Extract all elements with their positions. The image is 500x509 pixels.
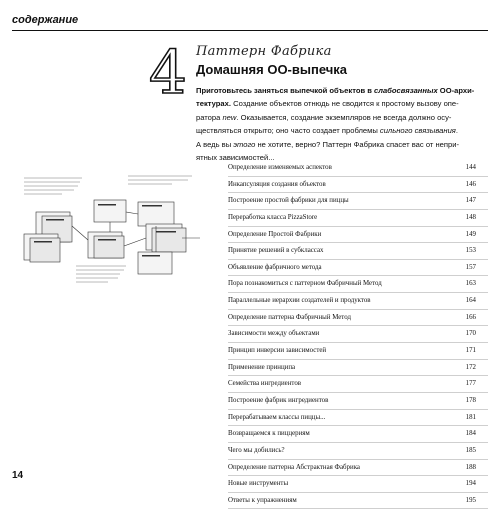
toc-entry-title: Определение паттерна Фабричный Метод (228, 313, 351, 321)
note-scribble-top-middle (128, 176, 192, 184)
toc-entry[interactable] (228, 460, 488, 477)
class-diagram-illustration (22, 174, 214, 286)
toc-entry-page: 195 (465, 496, 476, 504)
table-of-contents (228, 160, 488, 509)
chapter-intro (196, 84, 486, 164)
toc-entry[interactable] (228, 193, 488, 210)
toc-entry[interactable] (228, 177, 488, 194)
toc-entry-title: Инкапсуляция создания объектов (228, 180, 326, 188)
intro-line-2: тектурах. Создание объектов отнюдь не сводится к простому вызову опе- (196, 99, 459, 109)
header-divider (12, 30, 488, 31)
intro-line-6: ятных зависимостей... (196, 153, 275, 163)
toc-entry-page: 149 (465, 230, 476, 238)
toc-entry-title: Построение фабрик ингредиентов (228, 396, 329, 404)
toc-entry[interactable] (228, 326, 488, 343)
toc-entry-title: Применение принципа (228, 363, 296, 371)
toc-entry[interactable] (228, 476, 488, 493)
toc-entry-page: 164 (465, 297, 476, 305)
toc-entry[interactable] (228, 276, 488, 293)
toc-entry-title: Семейства ингредиентов (228, 380, 302, 388)
toc-entry-title: Перерабатываем классы пиццы... (228, 413, 326, 421)
toc-entry-page: 194 (465, 480, 476, 488)
toc-entry-title: Новые инструменты (228, 480, 289, 488)
toc-entry-page: 181 (465, 413, 476, 421)
chapter-number: 4 (148, 38, 188, 108)
toc-entry[interactable] (228, 227, 488, 244)
intro-line-4: ществляться открыто; оно часто создает проблемы сильного связывания. (196, 126, 458, 136)
toc-entry-page: 177 (465, 380, 476, 388)
toc-entry-page: 153 (465, 247, 476, 255)
toc-entry-title: Чего мы добились? (228, 446, 285, 454)
toc-entry-page: 188 (465, 463, 476, 471)
section-label: содержание (12, 14, 79, 26)
toc-entry-page: 170 (465, 330, 476, 338)
toc-entry-page: 144 (465, 164, 476, 171)
toc-entry-title: Определение изменяемых аспектов (228, 164, 332, 171)
toc-entry-page: 163 (465, 280, 476, 288)
page-number: 14 (12, 470, 24, 481)
toc-entry[interactable] (228, 443, 488, 460)
toc-entry-page: 185 (465, 446, 476, 454)
toc-entry-page: 171 (465, 347, 476, 355)
middle-class-boxes (88, 200, 126, 258)
toc-entry-page: 184 (465, 430, 476, 438)
toc-entry[interactable] (228, 376, 488, 393)
toc-entry[interactable] (228, 426, 488, 443)
toc-entry[interactable] (228, 310, 488, 327)
intro-line-5: А ведь вы этого не хотите, верно? Паттерн Фабрика спасет вас от непри- (196, 139, 459, 149)
toc-entry[interactable] (228, 260, 488, 277)
intro-line-3: ратора new. Оказывается, создание экземпляров не всегда должно осу- (196, 112, 452, 122)
toc-entry[interactable] (228, 393, 488, 410)
intro-line-1: Приготовьтесь заняться выпечкой объектов в слабосвязанных ОО-архи- (196, 86, 475, 95)
toc-entry-title: Зависимости между объектами (228, 330, 320, 338)
toc-entry-title: Объявление фабричного метода (228, 263, 322, 271)
note-scribble-top-left (24, 178, 82, 194)
chapter-title: Домашняя ОО-выпечка (196, 62, 348, 77)
toc-entry-title: Возвращаемся к пиццериям (228, 430, 310, 438)
toc-entry[interactable] (228, 160, 488, 177)
toc-entry-title: Переработка класса PizzaStore (228, 213, 318, 221)
toc-entry-page: 148 (465, 213, 476, 221)
toc-entry-page: 166 (465, 313, 476, 321)
toc-entry[interactable] (228, 410, 488, 427)
toc-entry-title: Определение Простой Фабрики (228, 230, 322, 238)
toc-entry-title: Принятие решений в субклассах (228, 247, 324, 255)
toc-entry-page: 172 (465, 363, 476, 371)
toc-entry-page: 178 (465, 396, 476, 404)
toc-entry[interactable] (228, 210, 488, 227)
toc-entry-page: 146 (465, 180, 476, 188)
note-scribble-bottom (76, 266, 126, 282)
toc-entry-title: Ответы к упражнениям (228, 496, 297, 504)
toc-entry-title: Пора познакомиться с паттерном Фабричный Метод (228, 280, 382, 288)
toc-entry[interactable] (228, 360, 488, 377)
toc-entry-title: Определение паттерна Абстрактная Фабрика (228, 463, 360, 471)
toc-entry[interactable] (228, 493, 488, 509)
toc-entry[interactable] (228, 343, 488, 360)
toc-entry-page: 147 (465, 197, 476, 205)
toc-entry[interactable] (228, 243, 488, 260)
toc-entry-title: Построение простой фабрики для пиццы (228, 197, 349, 205)
chapter-script-title: Паттерн Фабрика (196, 44, 332, 59)
toc-entry-title: Параллельные иерархии создателей и продуктов (228, 297, 371, 305)
toc-entry-title: Принцип инверсии зависимостей (228, 347, 327, 355)
toc-entry[interactable] (228, 293, 488, 310)
toc-entry-page: 157 (465, 263, 476, 271)
